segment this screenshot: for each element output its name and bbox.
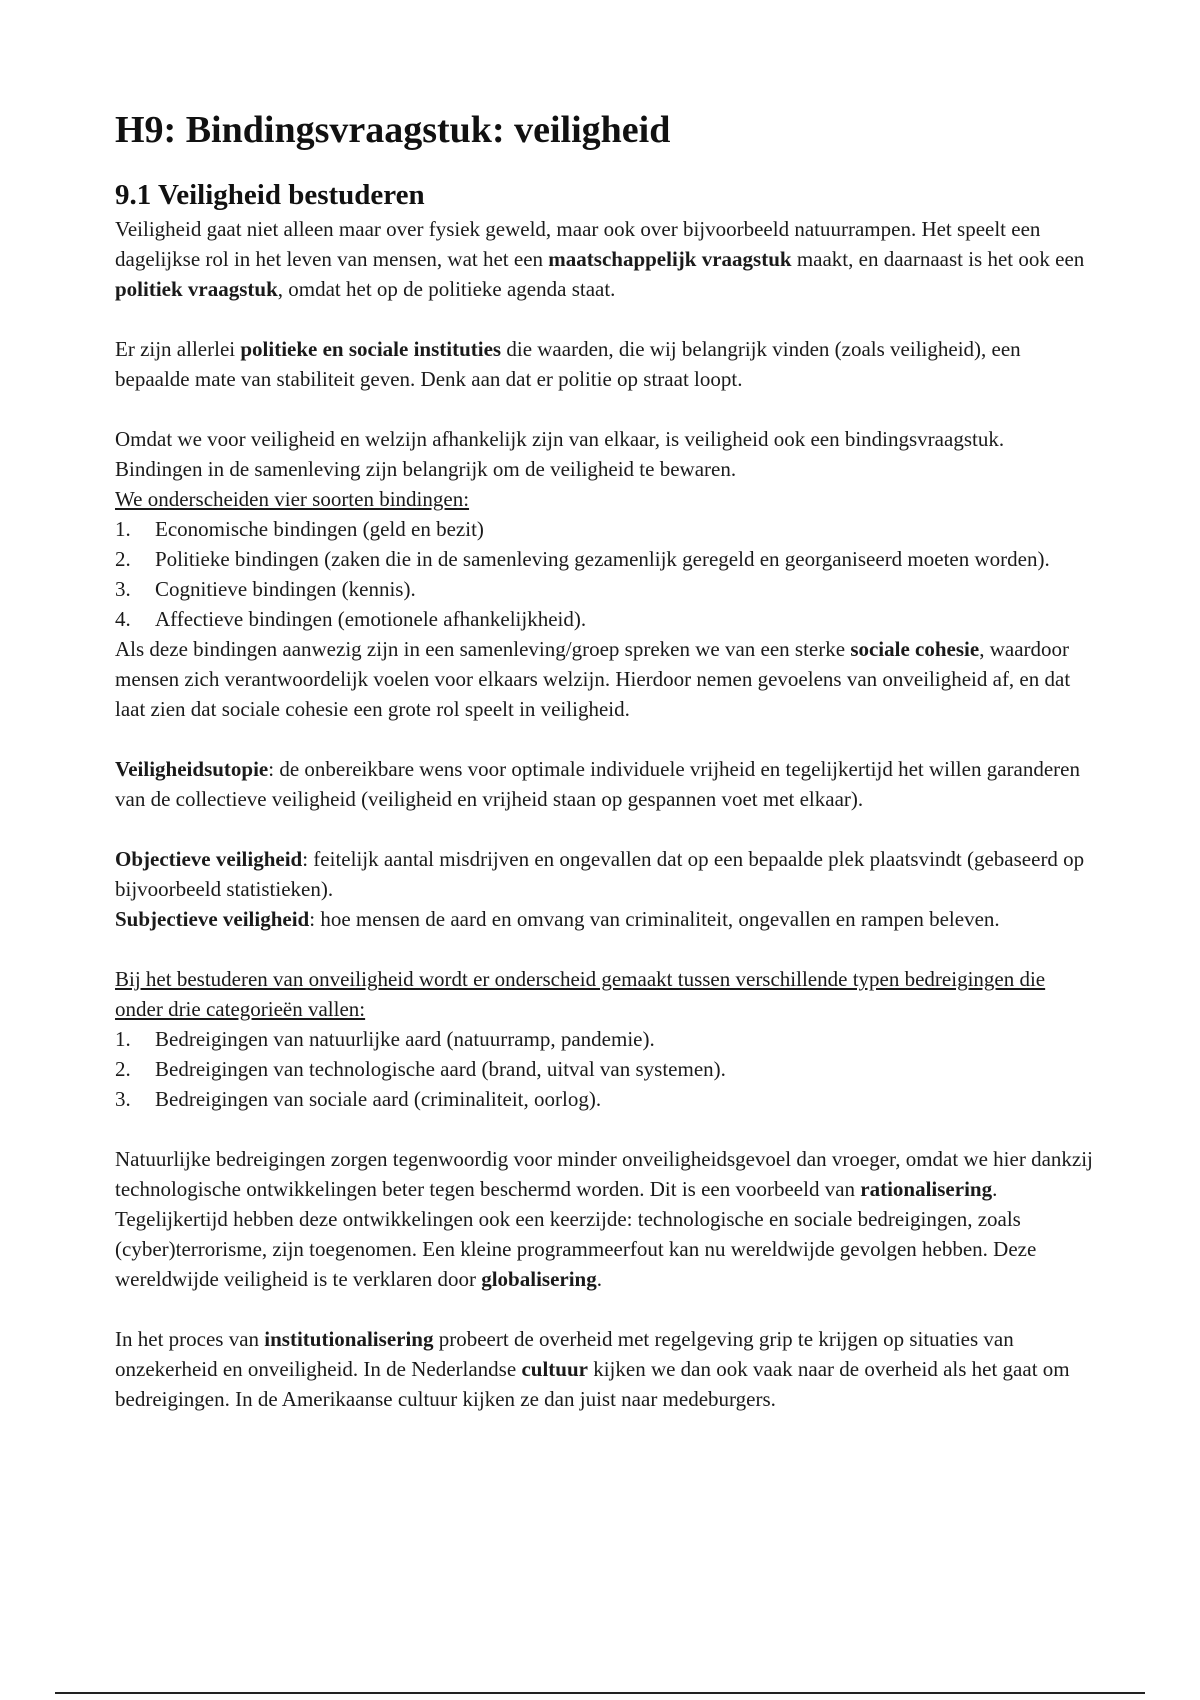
paragraph-sociale-cohesie: Als deze bindingen aanwezig zijn in een samenleving/groep spreken we van een sterke sociale cohesie, waardoor mensen zich verantwoordelijk voelen voor elkaars welzijn. Hierdoor nemen gevoelens van onveiligheid af, en dat laat zien dat sociale cohesie een grote rol speelt in veiligheid. xyxy=(115,637,1071,722)
bindingen-list xyxy=(115,514,1095,634)
term-maatschappelijk-vraagstuk: maatschappelijk vraagstuk xyxy=(548,247,792,272)
term-sociale-cohesie: sociale cohesie xyxy=(850,637,980,662)
footer-divider xyxy=(55,1692,1145,1694)
paragraph-objectieve-veiligheid: Objectieve veiligheid: feitelijk aantal misdrijven en ongevallen dat op een bepaalde plek plaatsvindt (gebaseerd op bijvoorbeeld statistieken). xyxy=(115,847,1085,902)
term-instituties: politieke en sociale instituties xyxy=(240,337,502,362)
paragraph-subjectieve-veiligheid: Subjectieve veiligheid: hoe mensen de aard en omvang van criminaliteit, ongevallen en rampen beleven. xyxy=(115,907,1000,932)
list-item: 2. Bedreigingen van technologische aard (brand, uitval van systemen). xyxy=(115,1057,726,1082)
paragraph-instituties: Er zijn allerlei politieke en sociale instituties die waarden, die wij belangrijk vinden (zoals veiligheid), een bepaalde mate van stabiliteit geven. Denk aan dat er politie op straat loopt. xyxy=(115,337,1021,392)
paragraph-veiligheidsutopie: Veiligheidsutopie: de onbereikbare wens voor optimale individuele vrijheid en tegelijkertijd het willen garanderen van de collectieve veiligheid (veiligheid en vrijheid staan op gespannen voet met elkaar). xyxy=(115,757,1080,812)
term-subjectieve-veiligheid: Subjectieve veiligheid xyxy=(115,907,310,932)
paragraph-institutionalisering: In het proces van institutionalisering probeert de overheid met regelgeving grip te krijgen op situaties van onzekerheid en onveiligheid. In de Nederlandse cultuur kijken we dan ook vaak naar de overheid als het gaat om bedreigingen. In de Amerikaanse cultuur kijken ze dan juist naar medeburgers. xyxy=(115,1327,1070,1412)
list-item: 3. Cognitieve bindingen (kennis). xyxy=(115,577,416,602)
list-item: 2. Politieke bindingen (zaken die in de samenleving gezamenlijk geregeld en georganiseerd moeten worden). xyxy=(115,547,1050,572)
page-title: H9: Bindingsvraagstuk: veiligheid xyxy=(115,109,671,151)
document-page xyxy=(115,108,1095,1414)
list-item: 3. Bedreigingen van sociale aard (criminaliteit, oorlog). xyxy=(115,1087,602,1112)
term-politiek-vraagstuk: politiek vraagstuk xyxy=(115,277,278,302)
list-item: 1. Economische bindingen (geld en bezit) xyxy=(115,517,484,542)
list-item: 4. Affectieve bindingen (emotionele afhankelijkheid). xyxy=(115,607,587,632)
paragraph-intro: Veiligheid gaat niet alleen maar over fysiek geweld, maar ook over bijvoorbeeld natuurrampen. Het speelt een dagelijkse rol in het leven van mensen, wat het een maatschappelijk vraagstuk maakt, en daarnaast is het ook een politiek vraagstuk, omdat het op de politieke agenda staat. xyxy=(115,217,1085,302)
term-institutionalisering: institutionalisering xyxy=(264,1327,434,1352)
term-objectieve-veiligheid: Objectieve veiligheid xyxy=(115,847,303,872)
bedreigingen-list-intro: Bij het bestuderen van onveiligheid wordt er onderscheid gemaakt tussen verschillende typen bedreigingen die onder drie categorieën vallen: xyxy=(115,967,1046,1022)
bindingen-list-intro: We onderscheiden vier soorten bindingen: xyxy=(115,487,470,512)
term-globalisering: globalisering xyxy=(481,1267,597,1292)
term-veiligheidsutopie: Veiligheidsutopie xyxy=(115,757,269,782)
paragraph-bindingsvraagstuk: Omdat we voor veiligheid en welzijn afhankelijk zijn van elkaar, is veiligheid ook een bindingsvraagstuk. Bindingen in de samenleving zijn belangrijk om de veiligheid te bewaren. xyxy=(115,427,1005,482)
term-cultuur: cultuur xyxy=(521,1357,588,1382)
list-item: 1. Bedreigingen van natuurlijke aard (natuurramp, pandemie). xyxy=(115,1027,655,1052)
bedreigingen-list xyxy=(115,1024,1095,1114)
term-rationalisering: rationalisering xyxy=(860,1177,993,1202)
section-heading: 9.1 Veiligheid bestuderen xyxy=(115,178,425,211)
paragraph-rationalisering: Natuurlijke bedreigingen zorgen tegenwoordig voor minder onveiligheidsgevoel dan vroeger, omdat we hier dankzij technologische ontwikkelingen beter tegen beschermd worden. Dit is een voorbeeld van rationalisering. Tegelijkertijd hebben deze ontwikkelingen ook een keerzijde: technologische en sociale bedreigingen, zoals (cyber)terrorisme, zijn toegenomen. Een kleine programmeerfout kan nu wereldwijde gevolgen hebben. Deze wereldwijde veiligheid is te verklaren door globalisering. xyxy=(115,1147,1093,1292)
